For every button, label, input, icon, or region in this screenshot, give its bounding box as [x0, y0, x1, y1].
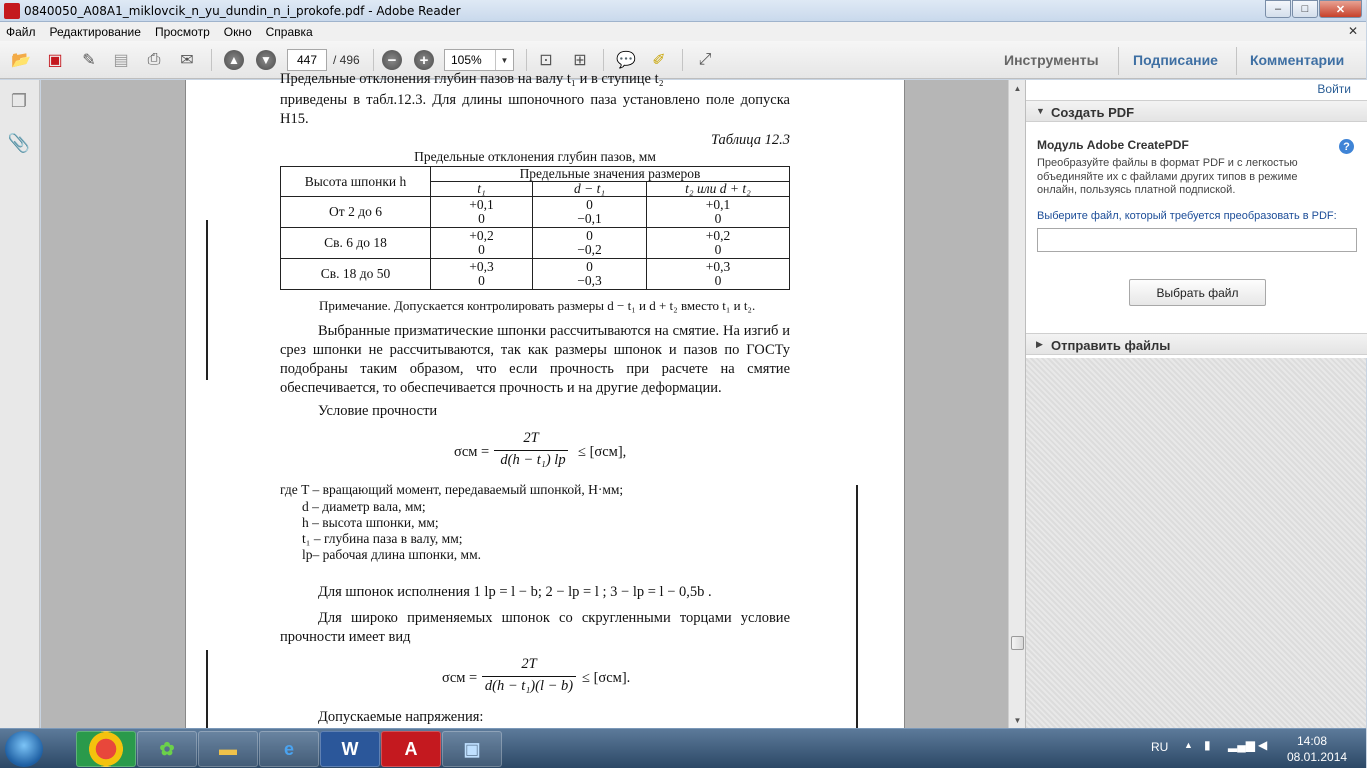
close-button[interactable]: ✕ — [1319, 0, 1362, 18]
formula-1 — [454, 430, 634, 476]
page-number-input[interactable]: 447 — [287, 49, 327, 71]
paragraph-intro: приведены в табл.12.3. Для длины шпоночного паза установлено поле допуска H15. — [280, 92, 790, 127]
chevron-down-icon[interactable]: ▼ — [495, 50, 513, 70]
navigation-pane — [0, 80, 40, 728]
paragraph-rounded: Для широко применяемых шпонок со скругленными торцами условие прочности имеет вид — [280, 610, 790, 645]
toolbar-divider — [373, 49, 374, 71]
toolbar-divider — [603, 49, 604, 71]
fraction-bar — [482, 676, 576, 677]
where-line: t₁ – глубина паза в валу, мм; — [302, 531, 463, 546]
title-bar — [0, 0, 1366, 22]
clock-time[interactable]: 14:08 — [1297, 734, 1328, 748]
minimize-button[interactable]: – — [1265, 0, 1291, 18]
formula-2 — [442, 656, 642, 702]
language-indicator[interactable]: RU — [1151, 740, 1169, 754]
scan-artifact — [206, 650, 208, 728]
send-files-section[interactable] — [1026, 333, 1367, 355]
cell-upper: +0,3 — [469, 259, 494, 274]
paragraph-top: Предельные отклонения глубин пазов на валу t₁ и в ступице t₂ — [280, 71, 664, 87]
maximize-button[interactable]: □ — [1292, 0, 1318, 18]
next-page-icon[interactable]: ▼ — [256, 50, 276, 70]
table-cell — [533, 197, 647, 228]
cell-lower: 0 — [714, 211, 722, 226]
formula-rhs: ≤ [σсм], — [578, 444, 627, 460]
adobe-reader-icon[interactable]: A — [381, 731, 441, 767]
explorer-icon[interactable]: ▬ — [198, 731, 258, 767]
table-cell — [431, 259, 533, 290]
table-cell — [533, 228, 647, 259]
where-line: где T – вращающий момент, передаваемый шпонкой, Н·мм; — [280, 482, 624, 497]
taskbar — [0, 728, 1366, 768]
scan-artifact — [856, 485, 858, 728]
table-cell — [431, 228, 533, 259]
section-label: Создать PDF — [1051, 105, 1135, 120]
highlight-icon[interactable]: ✐ — [652, 52, 666, 69]
table-header-height: Высота шпонки h — [281, 167, 431, 197]
edit-icon[interactable]: ✎ — [82, 52, 96, 69]
where-line: lр– рабочая длина шпонки, мм. — [302, 547, 482, 562]
table-row — [281, 259, 790, 290]
cell-lower: 0 — [478, 211, 485, 226]
formula-lhs: σсм = — [442, 670, 478, 686]
cell-lower: −0,2 — [577, 242, 602, 257]
scan-artifact — [206, 220, 208, 380]
document-area — [41, 71, 1008, 728]
scroll-down-icon[interactable]: ▼ — [1013, 715, 1022, 725]
table-cell — [431, 197, 533, 228]
email-icon[interactable]: ✉ — [180, 52, 194, 69]
triangle-right-icon: ▶ — [1036, 339, 1043, 349]
fit-page-icon[interactable]: ⊡ — [539, 52, 553, 69]
toolbar-divider — [1118, 47, 1119, 75]
table-subheader: d − t₁ — [533, 182, 647, 197]
choose-file-label: Выберите файл, который требуется преобразовать в PDF: — [1037, 210, 1337, 222]
cell-upper: 0 — [586, 228, 593, 243]
menu-file[interactable]: Файл — [6, 24, 36, 39]
create-pdf-section[interactable] — [1026, 100, 1367, 122]
cell-lower: −0,1 — [577, 211, 602, 226]
cell-upper: 0 — [586, 197, 593, 212]
paragraph-keys: Выбранные призматические шпонки рассчитываются на смятие. На изгиб и срез шпонки не рассчитываются, так как размеры шпонок и пазов по ГОСТу подобраны таким образом, что если прочность при расчете на смятие обеспечивается, то обеспечивается прочность и на другие деформации. — [280, 323, 790, 396]
formula-lhs: σсм = — [454, 444, 490, 460]
create-pdf-icon[interactable]: ▣ — [47, 52, 63, 69]
comments-button[interactable]: Комментарии — [1250, 52, 1345, 68]
signal-icon[interactable]: ▂▄▆ — [1228, 738, 1255, 752]
table-cell: Св. 6 до 18 — [281, 228, 431, 259]
table-cell — [647, 259, 790, 290]
prev-page-icon[interactable]: ▲ — [224, 50, 244, 70]
scroll-up-icon[interactable]: ▲ — [1013, 83, 1022, 93]
cell-upper: +0,2 — [469, 228, 494, 243]
help-icon[interactable]: ? — [1339, 139, 1354, 154]
sign-button[interactable]: Подписание — [1133, 52, 1218, 68]
menu-window[interactable]: Окно — [223, 24, 252, 39]
cell-upper: 0 — [586, 259, 593, 274]
file-path-input[interactable] — [1037, 228, 1357, 252]
window-title: 0840050_A08A1_miklovcik_n_yu_dundin_n_i_prokofe.pdf - Adobe Reader — [24, 4, 461, 18]
strength-condition: Условие прочности — [318, 403, 438, 419]
volume-icon[interactable]: ◀ — [1258, 738, 1268, 752]
module-description: Преобразуйте файлы в формат PDF и с легкостью объединяйте их с файлами других типов в режиме онлайн, пользуясь платной подпиской. — [1037, 157, 1298, 196]
tolerance-table — [280, 166, 790, 290]
table-subheader: t₂ или d + t₂ — [647, 182, 790, 197]
choose-file-button[interactable]: Выбрать файл — [1129, 279, 1266, 306]
triangle-down-icon: ▼ — [1036, 106, 1045, 116]
table-title: Предельные отклонения глубин пазов, мм — [414, 149, 656, 164]
vertical-scrollbar[interactable] — [1008, 80, 1025, 728]
table-note: Примечание. Допускается контролировать размеры d − t₁ и d + t₂ вместо t₁ и t₂. — [319, 298, 756, 313]
formula-numerator: 2T — [521, 656, 537, 672]
where-line: h – высота шпонки, мм; — [302, 515, 439, 530]
clock-date[interactable]: 08.01.2014 — [1287, 750, 1348, 764]
window-controls — [1264, 0, 1362, 18]
table-cell: Св. 18 до 50 — [281, 259, 431, 290]
tray-arrow-icon[interactable]: ▲ — [1184, 740, 1193, 750]
menu-view[interactable]: Просмотр — [154, 24, 210, 39]
menu-edit[interactable]: Редактирование — [49, 24, 141, 39]
attachments-icon[interactable]: 📎 — [7, 132, 31, 153]
create-pdf-panel — [1026, 80, 1367, 358]
section-label: Отправить файлы — [1051, 338, 1171, 353]
cell-upper: +0,3 — [705, 259, 731, 274]
cell-lower: 0 — [478, 273, 485, 288]
adobe-reader-icon — [4, 3, 20, 19]
allowable-stress: Допускаемые напряжения: — [318, 709, 484, 725]
toolbar-divider — [211, 49, 212, 71]
cell-lower: 0 — [714, 242, 722, 257]
cell-upper: +0,1 — [469, 197, 494, 212]
fit-width-icon[interactable]: ⊞ — [573, 52, 587, 69]
cell-lower: −0,3 — [577, 273, 602, 288]
page-total: / 496 — [333, 53, 360, 67]
network-icon[interactable]: ▮ — [1204, 738, 1211, 752]
table-cell — [647, 197, 790, 228]
open-icon[interactable]: 📂 — [11, 52, 31, 69]
formula-rhs: ≤ [σсм]. — [582, 670, 631, 686]
save-icon[interactable]: ▤ — [113, 52, 129, 69]
word-icon[interactable]: W — [320, 731, 380, 767]
right-pane — [1025, 80, 1366, 728]
start-button[interactable] — [5, 731, 43, 767]
pdf-page — [185, 71, 905, 728]
versions-line: Для шпонок исполнения 1 lр = l − b; 2 − lр = l ; 3 − lр = l − 0,5b . — [318, 584, 712, 600]
menu-help[interactable]: Справка — [265, 24, 313, 39]
chrome-icon[interactable] — [76, 731, 136, 767]
menu-bar — [0, 22, 1366, 41]
image-viewer-icon[interactable]: ▣ — [442, 731, 502, 767]
formula-denominator: d(h − t₁) lр — [500, 452, 566, 468]
scroll-thumb[interactable] — [1011, 636, 1024, 650]
comment-icon[interactable]: 💬 — [616, 52, 636, 69]
print-icon[interactable]: ⎙ — [147, 51, 161, 68]
table-cell — [533, 259, 647, 290]
zoom-select[interactable] — [444, 49, 514, 71]
fullscreen-icon[interactable]: ⤢ — [698, 51, 712, 68]
close-document-icon[interactable]: ✕ — [1347, 24, 1358, 38]
zoom-out-icon[interactable]: − — [382, 50, 402, 70]
table-row — [281, 197, 790, 228]
table-row — [281, 228, 790, 259]
ie-icon[interactable]: e — [259, 731, 319, 767]
cell-lower: 0 — [714, 273, 722, 288]
toolbar-divider — [1236, 47, 1237, 75]
table-label: Таблица 12.3 — [711, 132, 790, 148]
table-cell — [647, 228, 790, 259]
page-thumbnails-icon[interactable]: ❐ — [10, 90, 28, 111]
formula-numerator: 2T — [523, 430, 539, 446]
cell-upper: +0,2 — [705, 228, 731, 243]
icq-icon[interactable]: ✿ — [137, 731, 197, 767]
zoom-value: 105% — [451, 53, 482, 67]
tools-button[interactable]: Инструменты — [1004, 52, 1099, 68]
zoom-in-icon[interactable]: + — [414, 50, 434, 70]
toolbar-divider — [526, 49, 527, 71]
login-link[interactable]: Войти — [1317, 82, 1351, 96]
formula-denominator: d(h − t₁)(l − b) — [484, 678, 574, 694]
where-line: d – диаметр вала, мм; — [302, 499, 426, 514]
fraction-bar — [494, 450, 568, 451]
table-cell: От 2 до 6 — [281, 197, 431, 228]
cell-upper: +0,1 — [705, 197, 731, 212]
table-subheader: t₁ — [431, 182, 533, 197]
toolbar-divider — [682, 49, 683, 71]
table-header-group: Предельные значения размеров — [431, 167, 790, 182]
module-title: Модуль Adobe CreatePDF — [1037, 138, 1189, 152]
cell-lower: 0 — [478, 242, 485, 257]
